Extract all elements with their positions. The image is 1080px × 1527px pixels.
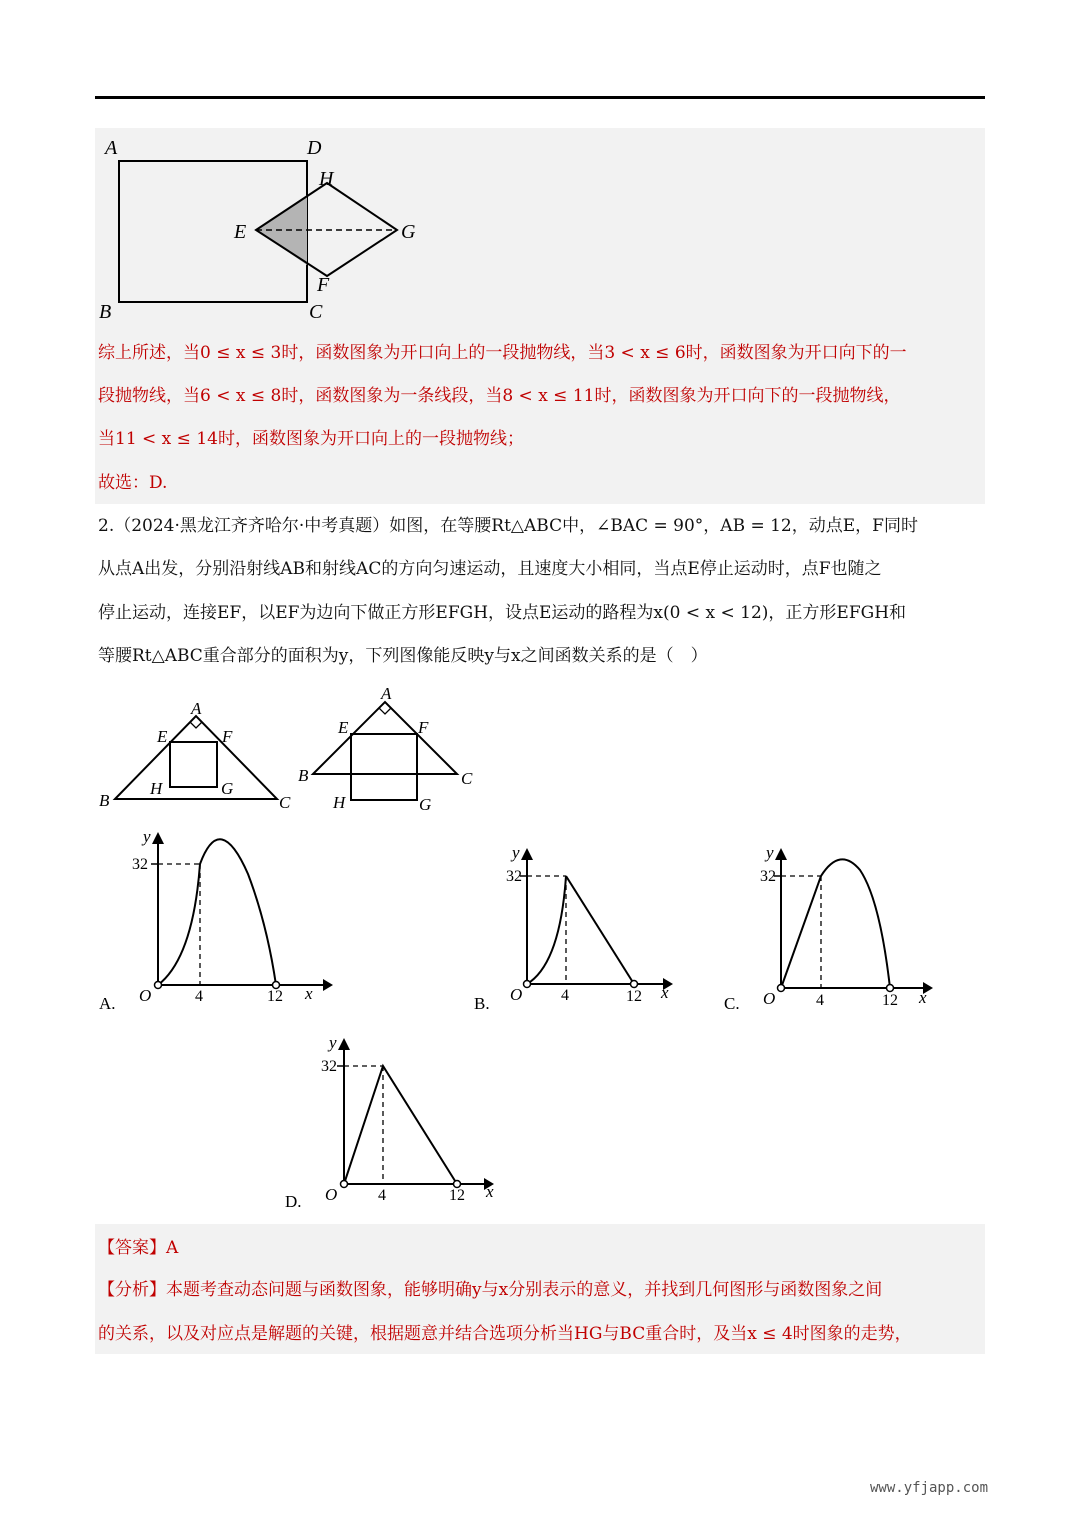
tri1-label-H: H [150,779,163,798]
graph-b-12-label: 12 [626,988,642,1005]
label-D: D [307,137,322,159]
graph-b-o-label: O [510,985,523,1004]
graph-option-c [720,840,950,1020]
question-line-3: 停止运动，连接EF，以EF为边向下做正方形EFGH，设点E运动的路程为x(0 < x < 12)，正方形EFGH和 [98,603,907,623]
graph-a-4-label: 4 [195,988,203,1005]
graph-a-x-label: x [305,984,313,1003]
graph-c-32-label: 32 [760,868,776,885]
solution-line-1: 综上所述，当0 ≤ x ≤ 3时，函数图象为开口向上的一段抛物线，当3 < x ≤ 6时，函数图象为开口向下的一 [98,343,907,363]
graph-a-12-label: 12 [267,988,283,1005]
label-A: A [105,137,118,159]
watermark: www.yfjapp.com [870,1480,989,1496]
graph-b-4-label: 4 [561,987,569,1004]
label-C: C [309,301,323,323]
analysis-tag: 【分析】 [98,1280,166,1300]
graph-d-12-label: 12 [449,1187,465,1204]
option-a-label: A. [99,994,116,1013]
graph-b-y-label: y [512,843,520,862]
option-c-label: C. [724,994,740,1013]
graph-a-y-label: y [143,827,151,846]
graph-c-12-label: 12 [882,992,898,1009]
graph-d-o-label: O [325,1185,338,1204]
triangle-figure-2 [295,682,485,817]
question-line-4: 等腰Rt△ABC重合部分的面积为y，下列图像能反映y与x之间函数关系的是（ ） [98,646,708,666]
rectangle-rhombus-figure [95,130,435,330]
graph-d-4-label: 4 [378,1187,386,1204]
option-d-label: D. [285,1192,302,1211]
answer-line [98,1236,178,1260]
header-rule [95,96,985,99]
answer-value: A [166,1238,179,1258]
graph-option-a [95,820,335,1020]
label-G: G [401,221,416,243]
tri2-label-F: F [418,718,429,737]
question-line-2: 从点A出发，分别沿射线AB和射线AC的方向匀速运动，且速度大小相同，当点E停止运动时，点F也随之 [98,559,882,579]
label-B: B [99,301,112,323]
tri2-label-E: E [338,718,349,737]
graph-c-4-label: 4 [816,992,824,1009]
tri2-label-A: A [381,684,392,703]
tri1-label-B: B [99,791,110,810]
analysis-text-1: 本题考查动态问题与函数图象，能够明确y与x分别表示的意义，并找到几何图形与函数图象之间 [166,1280,883,1300]
label-E: E [234,221,247,243]
graph-a-o-label: O [139,986,152,1005]
tri1-label-E: E [157,727,168,746]
answer-tag: 【答案】 [98,1238,166,1258]
tri1-label-F: F [222,727,233,746]
graph-c-y-label: y [766,843,774,862]
tri1-label-A: A [191,699,202,718]
label-F: F [317,274,330,296]
tri2-label-B: B [298,766,309,785]
graph-d-x-label: x [486,1182,494,1201]
tri1-label-G: G [221,779,234,798]
tri2-label-H: H [333,793,346,812]
graph-d-y-label: y [329,1033,337,1052]
label-H: H [319,168,334,190]
tri1-label-C: C [279,793,291,812]
question-line-1: 2.（2024·黑龙江齐齐哈尔·中考真题）如图，在等腰Rt△ABC中，∠BAC = 90°，AB = 12，动点E，F同时 [98,516,918,536]
graph-c-x-label: x [919,988,927,1007]
graph-b-x-label: x [661,983,669,1002]
graph-option-d [280,1030,510,1215]
tri2-label-G: G [419,795,432,814]
tri2-label-C: C [461,769,473,788]
graph-d-32-label: 32 [321,1058,337,1075]
analysis-line-2: 的关系，以及对应点是解题的关键，根据题意并结合选项分析当HG与BC重合时，及当x ≤ 4时图象的走势， [98,1324,912,1344]
option-b-label: B. [474,994,490,1013]
analysis-line-1 [98,1278,882,1302]
solution-line-2: 段抛物线，当6 < x ≤ 8时，函数图象为一条线段，当8 < x ≤ 11时，函数图象为开口向下的一段抛物线， [98,386,901,406]
graph-b-32-label: 32 [506,868,522,885]
graph-c-o-label: O [763,989,776,1008]
triangle-figure-1 [95,695,305,820]
solution-choice: 故选：D. [98,473,168,493]
graph-option-b [470,840,690,1020]
solution-line-3: 当11 < x ≤ 14时，函数图象为开口向上的一段抛物线； [98,429,524,449]
graph-a-32-label: 32 [132,856,148,873]
